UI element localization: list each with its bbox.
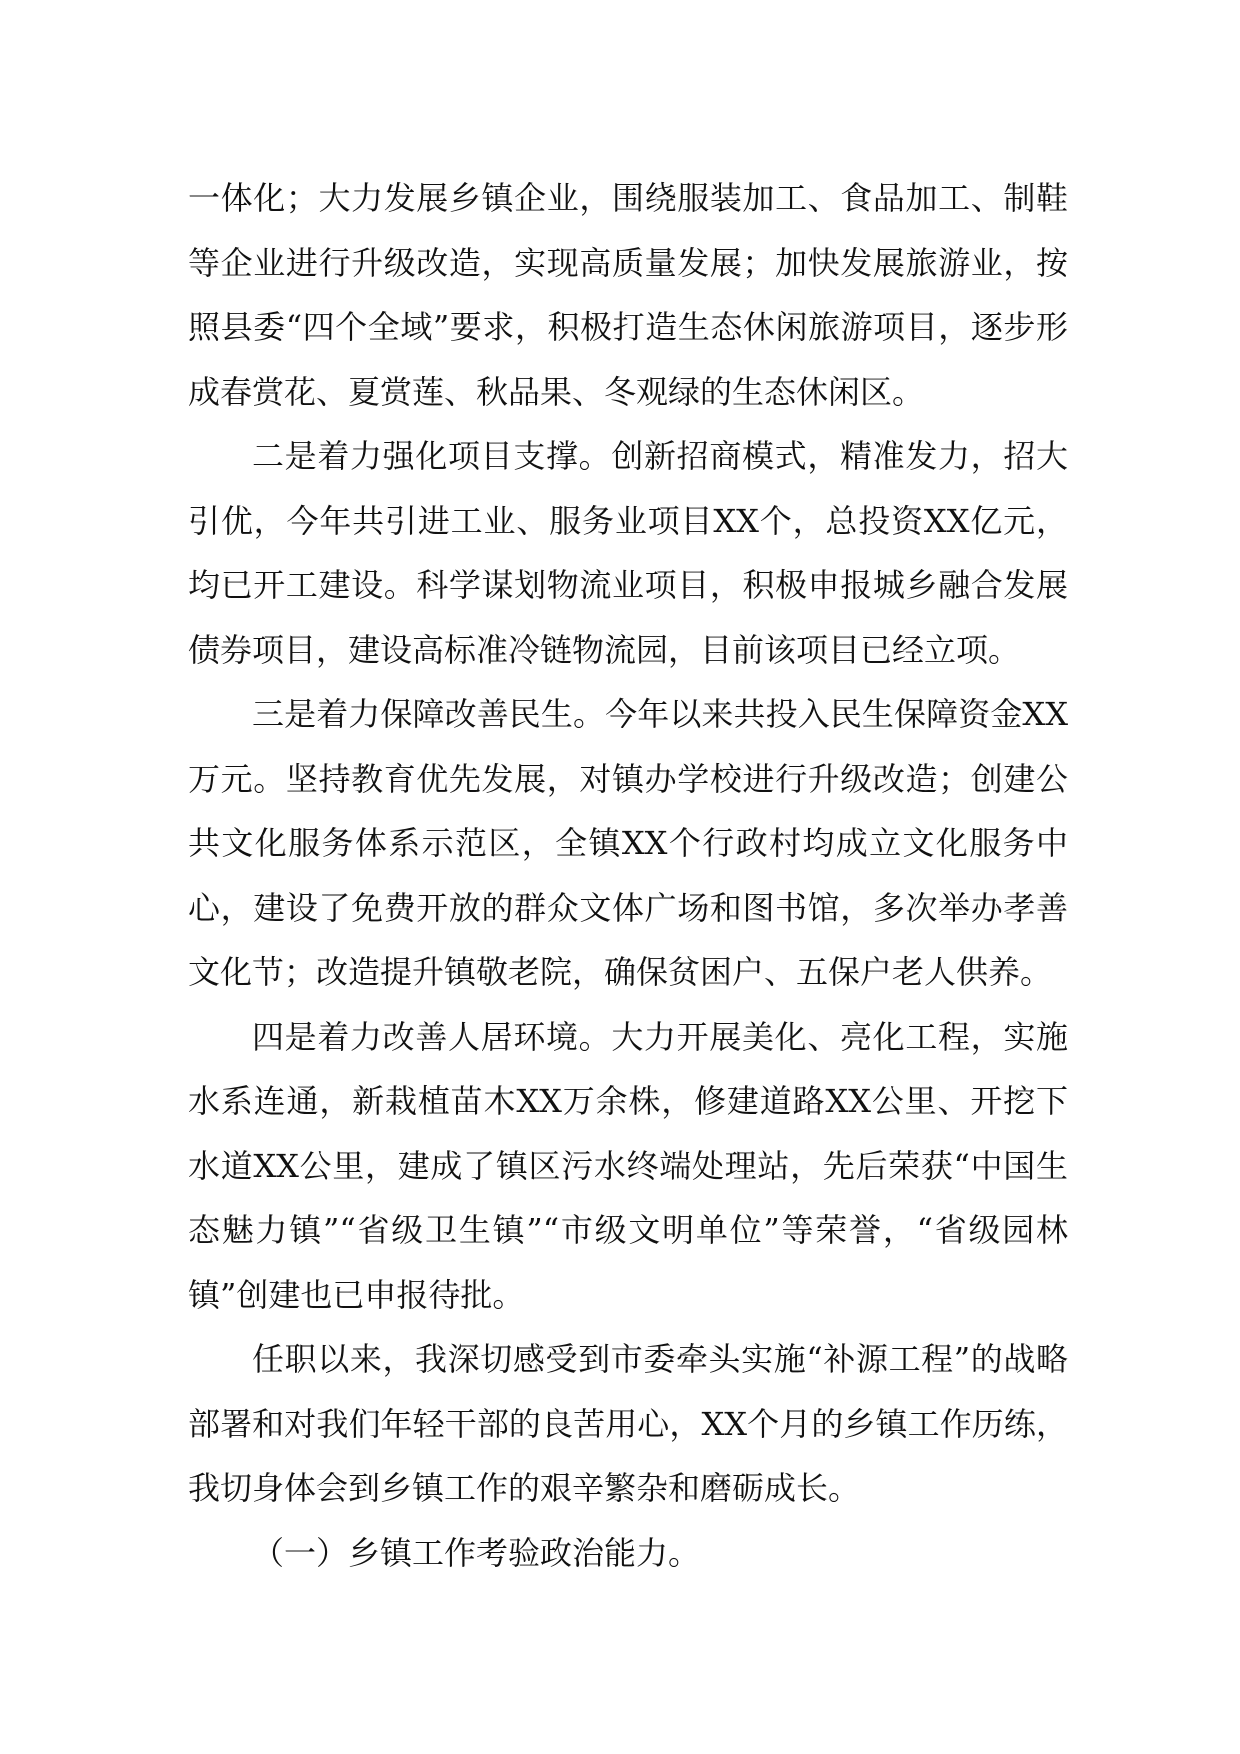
document-body xyxy=(188,166,1068,1585)
paragraph-experience: 任职以来，我深切感受到市委牵头实施“补源工程”的战略部署和对我们年轻干部的良苦用心，XX个月的乡镇工作历练，我切身体会到乡镇工作的艰辛繁杂和磨砺成长。 xyxy=(188,1340,1068,1507)
paragraph-living-environment: 四是着力改善人居环境。大力开展美化、亮化工程，实施水系连通，新栽植苗木XX万余株，修建道路XX公里、开挖下水道XX公里，建成了镇区污水终端处理站，先后荣获“中国生态魅力镇”“省级卫生镇”“市级文明单位”等荣誉，“省级园林镇”创建也已申报待批。 xyxy=(188,1017,1068,1314)
paragraph-continuation: 一体化；大力发展乡镇企业，围绕服装加工、食品加工、制鞋等企业进行升级改造，实现高质量发展；加快发展旅游业，按照县委“四个全域”要求，积极打造生态休闲旅游项目，逐步形成春赏花、夏赏莲、秋品果、冬观绿的生态休闲区。 xyxy=(188,179,1068,411)
section-heading: （一）乡镇工作考验政治能力。 xyxy=(252,1533,701,1572)
paragraph-livelihood: 三是着力保障改善民生。今年以来共投入民生保障资金XX万元。坚持教育优先发展，对镇办学校进行升级改造；创建公共文化服务体系示范区，全镇XX个行政村均成立文化服务中心，建设了免费开放的群众文体广场和图书馆，多次举办孝善文化节；改造提升镇敬老院，确保贫困户、五保户老人供养。 xyxy=(188,695,1068,991)
paragraph-project-support: 二是着力强化项目支撑。创新招商模式，精准发力，招大引优，今年共引进工业、服务业项目XX个，总投资XX亿元，均已开工建设。科学谋划物流业项目，积极申报城乡融合发展债券项目，建设高标准冷链物流园，目前该项目已经立项。 xyxy=(188,437,1068,669)
